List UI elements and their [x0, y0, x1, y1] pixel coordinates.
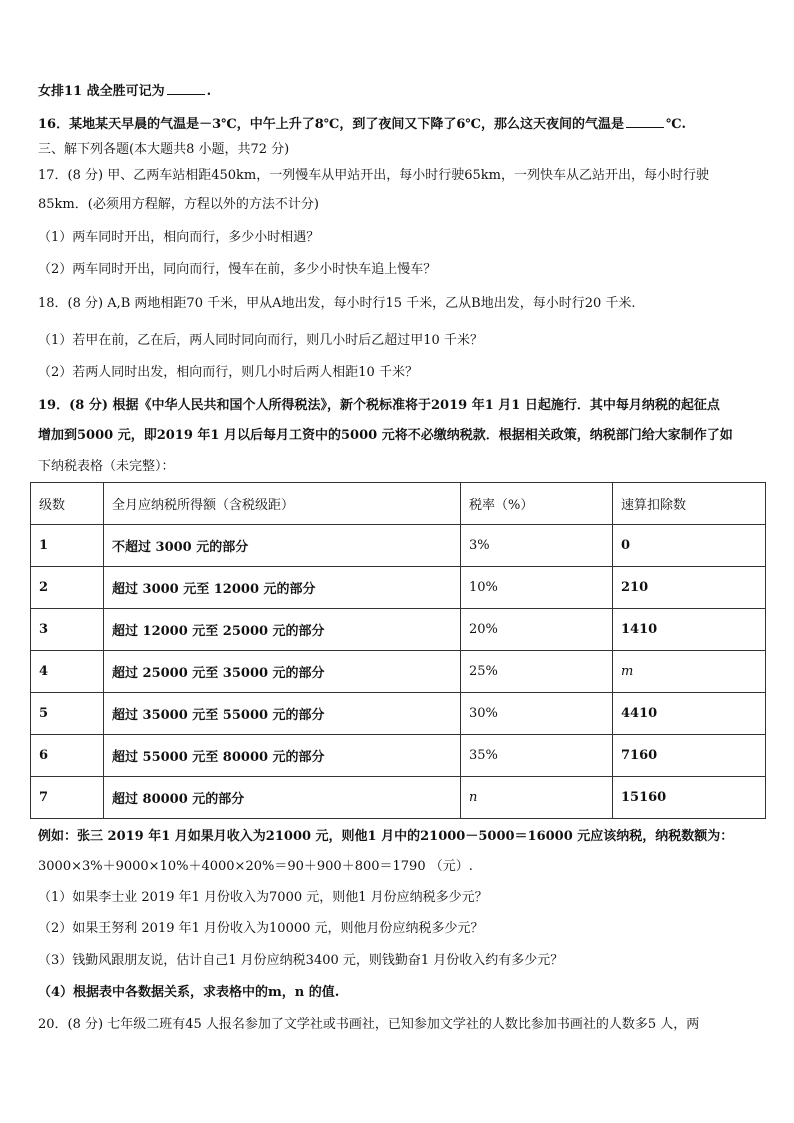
- question-18-part1: （1）若甲在前，乙在后，两人同时同向而行，则几小时后乙超过甲10 千米？: [38, 333, 483, 348]
- answer-blank: [626, 115, 664, 128]
- table-cell: 15160: [613, 777, 766, 819]
- table-cell: 超过 35000 元至 55000 元的部分: [104, 693, 461, 735]
- table-header-row: [31, 483, 766, 525]
- table-cell: 超过 3000 元至 12000 元的部分: [104, 567, 461, 609]
- header-cell: 级数: [31, 483, 104, 525]
- question-17-line2: 85km．(必须用方程解，方程以外的方法不计分): [38, 197, 319, 212]
- table-row: [31, 651, 766, 693]
- table-cell: m: [613, 651, 766, 693]
- question-18: 18．(8 分) A,B 两地相距70 千米，甲从A地出发，每小时行15 千米，乙从B地出发，每小时行20 千米.: [38, 296, 636, 311]
- header-cell: 税率（%）: [461, 483, 613, 525]
- table-cell: 超过 12000 元至 25000 元的部分: [104, 609, 461, 651]
- header-cell: 速算扣除数: [613, 483, 766, 525]
- question-19-line3: 下纳税表格（未完整）：: [38, 459, 175, 474]
- table-row: [31, 609, 766, 651]
- table-cell: 超过 80000 元的部分: [104, 777, 461, 819]
- table-cell: 5: [31, 693, 104, 735]
- table-cell: 35%: [461, 735, 613, 777]
- question-text: 16．某地某天早晨的气温是－3℃，中午上升了8℃，到了夜间又下降了6℃，那么这天夜间的气温是: [38, 117, 624, 132]
- question-20-line1: 20．(8 分) 七年级二班有45 人报名参加了文学社或书画社，已知参加文学社的人数比参加书画社的人数多5 人，两: [38, 1017, 700, 1032]
- table-cell: 10%: [461, 567, 613, 609]
- table-row: [31, 525, 766, 567]
- question-19-line1: 19．(8 分) 根据《中华人民共和国个人所得税法》，新个税标准将于2019 年1 月1 日起施行．其中每月纳税的起征点: [38, 398, 720, 413]
- table-cell: 25%: [461, 651, 613, 693]
- table-cell: 超过 25000 元至 35000 元的部分: [104, 651, 461, 693]
- table-cell: n: [461, 777, 613, 819]
- question-19-part2: （2）如果王努利 2019 年1 月份收入为10000 元，则他月份应纳税多少元？: [38, 921, 484, 936]
- question-19-line2: 增加到5000 元，即2019 年1 月以后每月工资中的5000 元将不必缴纳税款．根据相关政策，纳税部门给大家制作了如: [38, 428, 733, 443]
- table-cell: 2: [31, 567, 104, 609]
- section-heading: 三、解下列各题(本大题共8 小题，共72 分): [38, 142, 290, 157]
- table-cell: 4: [31, 651, 104, 693]
- table-cell: 7160: [613, 735, 766, 777]
- table-cell: 6: [31, 735, 104, 777]
- table-cell: 20%: [461, 609, 613, 651]
- table-cell: 1: [31, 525, 104, 567]
- answer-blank: [167, 82, 205, 95]
- table-row: [31, 735, 766, 777]
- table-cell: 1410: [613, 609, 766, 651]
- question-18-part2: （2）若两人同时出发，相向而行，则几小时后两人相距10 千米？: [38, 365, 418, 380]
- question-19-part4: （4）根据表中各数据关系，求表格中的m，n 的值.: [38, 985, 340, 1000]
- table-cell: 超过 55000 元至 80000 元的部分: [104, 735, 461, 777]
- header-cell: 全月应纳税所得额（含税级距）: [104, 483, 461, 525]
- table-cell: 7: [31, 777, 104, 819]
- example-line1: 例如：张三 2019 年1 月如果月收入为21000 元，则他1 月中的21000－5000＝16000 元应该纳税，纳税数额为：: [38, 829, 734, 844]
- question-16: [38, 115, 764, 134]
- continued-question-line: [38, 82, 764, 101]
- table-row: [31, 693, 766, 735]
- example-line2: 3000×3%＋9000×10%＋4000×20%＝90＋900＋800＝1790 （元）.: [38, 859, 473, 874]
- question-17-line1: 17．(8 分) 甲、乙两车站相距450km，一列慢车从甲站开出，每小时行驶65km，一列快车从乙站开出，每小时行驶: [38, 168, 709, 183]
- question-text: 女排11 战全胜可记为: [38, 84, 165, 99]
- table-cell: 210: [613, 567, 766, 609]
- question-19-part3: （3）钱勤风跟朋友说，估计自己1 月份应纳税3400 元，则钱勤奋1 月份收入约有多少元？: [38, 953, 564, 968]
- table-cell: 4410: [613, 693, 766, 735]
- table-cell: 30%: [461, 693, 613, 735]
- table-cell: 3%: [461, 525, 613, 567]
- table-cell: 0: [613, 525, 766, 567]
- question-19-part1: （1）如果李士业 2019 年1 月份收入为7000 元，则他1 月份应纳税多少元？: [38, 890, 488, 905]
- table-cell: 不超过 3000 元的部分: [104, 525, 461, 567]
- question-17-part2: （2）两车同时开出，同向而行，慢车在前，多少小时快车追上慢车？: [38, 262, 437, 277]
- unit: ℃.: [665, 117, 687, 132]
- tax-table: [30, 482, 766, 819]
- question-17-part1: （1）两车同时开出，相向而行，多少小时相遇？: [38, 230, 320, 245]
- punct: .: [206, 84, 212, 99]
- table-cell: 3: [31, 609, 104, 651]
- table-row: [31, 567, 766, 609]
- table-row: [31, 777, 766, 819]
